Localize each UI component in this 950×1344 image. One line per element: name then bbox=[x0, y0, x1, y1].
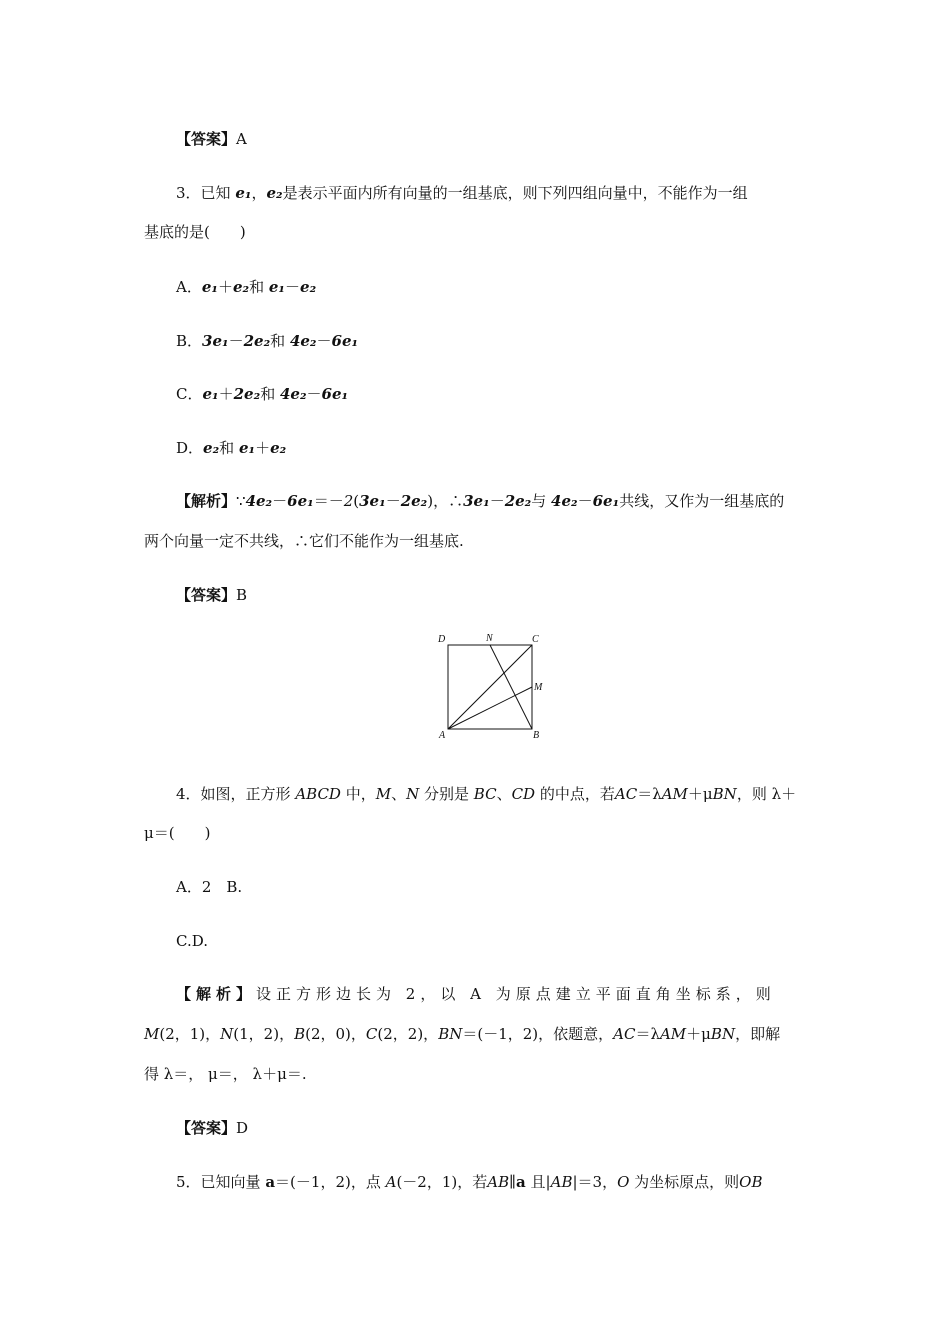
vector: e₁ bbox=[268, 278, 286, 296]
operator: ＋ bbox=[218, 385, 234, 403]
operator: ＋ bbox=[217, 278, 233, 296]
q4-text: 4．如图，正方形 bbox=[176, 785, 296, 803]
vector: 6e₁ bbox=[321, 385, 349, 403]
vector: e₁ bbox=[201, 278, 218, 296]
analysis-tag: 【解析】 bbox=[176, 492, 237, 510]
q4-options-ab: A．2 B. bbox=[176, 878, 243, 896]
q4-analysis-line3: 得 λ＝， μ＝， λ＋μ＝. bbox=[144, 1065, 307, 1083]
answer-value: A bbox=[236, 130, 247, 148]
connector: 和 bbox=[270, 332, 290, 350]
q3-option-c bbox=[176, 384, 348, 404]
analysis-text: ∵ bbox=[236, 492, 246, 510]
operator: － bbox=[306, 385, 322, 403]
q4-text: 中， bbox=[340, 785, 376, 803]
coefficient: 2 bbox=[343, 492, 354, 510]
vector: 3e₁ bbox=[202, 332, 229, 350]
vector-e1: e₁ bbox=[235, 184, 252, 202]
answer-value: B bbox=[236, 586, 248, 604]
math-var: N bbox=[220, 1025, 234, 1043]
q4-text: ＝λ bbox=[637, 785, 662, 803]
q3-text: 3．已知 bbox=[176, 184, 236, 202]
q4-analysis-line2 bbox=[144, 1024, 780, 1044]
q4-text: ，则 λ＋ bbox=[736, 785, 797, 803]
vector: 4e₂ bbox=[245, 492, 273, 510]
analysis-text: ，即解 bbox=[735, 1025, 781, 1043]
option-label: C． bbox=[176, 385, 203, 403]
vector: 2e₂ bbox=[504, 492, 532, 510]
math-var: N bbox=[406, 785, 420, 803]
label-n: N bbox=[486, 633, 493, 644]
math-var: B bbox=[294, 1025, 306, 1043]
vector: 4e₂ bbox=[551, 492, 578, 510]
q3-answer-line bbox=[176, 585, 247, 605]
math-var: BN bbox=[710, 1025, 736, 1043]
analysis-text: (2，1)， bbox=[159, 1025, 221, 1043]
q3-option-b bbox=[176, 331, 358, 351]
answer-tag: 【答案】 bbox=[176, 1119, 237, 1137]
label-m: M bbox=[534, 682, 543, 693]
q5-text: (－2，1)，若 bbox=[396, 1173, 488, 1191]
segment-bn bbox=[490, 645, 532, 729]
analysis-text: 设正方形边长为 2，以 A 为原点建立平面直角坐标系，则 bbox=[256, 985, 776, 1003]
vector: 4e₂ bbox=[289, 332, 317, 350]
q3-stem-line2: 基底的是( ) bbox=[144, 223, 246, 241]
q5-text: 为坐标原点，则 bbox=[629, 1173, 740, 1191]
q3-stem-line1 bbox=[176, 183, 748, 203]
analysis-text: ＝λ bbox=[635, 1025, 660, 1043]
math-var: AB bbox=[550, 1173, 573, 1191]
square-abcd-figure bbox=[432, 628, 552, 742]
math-var: O bbox=[617, 1173, 630, 1191]
operator: － bbox=[316, 332, 332, 350]
q5-text: |＝3， bbox=[572, 1173, 618, 1191]
q4-stem-line2: μ＝( ) bbox=[144, 824, 211, 842]
option-label: B． bbox=[176, 332, 203, 350]
vector-a: a bbox=[516, 1173, 526, 1191]
answer-line-prev bbox=[176, 129, 247, 149]
operator: － bbox=[272, 492, 288, 510]
math-var: M bbox=[144, 1025, 160, 1043]
q4-stem-line1 bbox=[176, 784, 796, 804]
answer-tag: 【答案】 bbox=[176, 586, 237, 604]
vector: 6e₁ bbox=[331, 332, 359, 350]
operator: － bbox=[577, 492, 593, 510]
option-label: A． bbox=[176, 278, 202, 296]
math-var: A bbox=[385, 1173, 397, 1191]
q5-text: 且| bbox=[525, 1173, 551, 1191]
analysis-text: ＋μ bbox=[686, 1025, 711, 1043]
vector: 2e₂ bbox=[243, 332, 271, 350]
math-var: AC bbox=[614, 785, 638, 803]
vector-e2: e₂ bbox=[266, 184, 283, 202]
operator: ＝－ bbox=[313, 492, 344, 510]
math-var: BN bbox=[438, 1025, 463, 1043]
analysis-text: 共线，又作为一组基底的 bbox=[619, 492, 785, 510]
q5-text: ＝(－1，2)，点 bbox=[275, 1173, 386, 1191]
vector: 6e₁ bbox=[592, 492, 620, 510]
segment-am bbox=[448, 687, 532, 729]
q3-text: 是表示平面内所有向量的一组基底，则下列四组向量中，不能作为一组 bbox=[282, 184, 748, 202]
analysis-text: (1，2)， bbox=[233, 1025, 295, 1043]
math-var: BN bbox=[712, 785, 737, 803]
math-var: OB bbox=[739, 1173, 763, 1191]
math-var: AM bbox=[659, 1025, 687, 1043]
vector: 4e₂ bbox=[279, 385, 307, 403]
q3-text: ， bbox=[251, 184, 267, 202]
vector: e₁ bbox=[238, 439, 256, 457]
vector: e₂ bbox=[232, 278, 250, 296]
operator: － bbox=[489, 492, 505, 510]
q4-text: 、 bbox=[391, 785, 407, 803]
q4-text: 、 bbox=[496, 785, 512, 803]
q4-analysis-line1 bbox=[176, 984, 776, 1004]
analysis-text: (2，0)， bbox=[305, 1025, 366, 1043]
q3-option-a bbox=[176, 277, 316, 297]
q5-text: 5．已知向量 bbox=[176, 1173, 266, 1191]
operator: － bbox=[228, 332, 244, 350]
q3-option-d bbox=[176, 438, 286, 458]
q4-text: 的中点，若 bbox=[535, 785, 615, 803]
q4-answer-line bbox=[176, 1118, 248, 1138]
math-var: BC bbox=[473, 785, 497, 803]
answer-value: D bbox=[236, 1119, 249, 1137]
math-var: M bbox=[375, 785, 392, 803]
label-c: C bbox=[532, 634, 539, 645]
math-var: ABCD bbox=[295, 785, 341, 803]
vector: e₂ bbox=[203, 439, 220, 457]
segment-ac bbox=[448, 645, 532, 729]
label-b: B bbox=[533, 730, 540, 741]
vector: 6e₁ bbox=[287, 492, 314, 510]
analysis-text: (2，2)， bbox=[377, 1025, 439, 1043]
q4-text: 分别是 bbox=[419, 785, 474, 803]
vector: e₂ bbox=[300, 278, 317, 296]
vector: 3e₁ bbox=[359, 492, 386, 510]
q5-stem-line1 bbox=[176, 1172, 763, 1192]
math-var: AC bbox=[613, 1025, 636, 1043]
connector: 和 bbox=[260, 385, 280, 403]
vector: e₂ bbox=[270, 439, 287, 457]
analysis-text: ＝(－1，2)，依题意， bbox=[462, 1025, 614, 1043]
operator: － bbox=[285, 278, 301, 296]
math-var: AB bbox=[487, 1173, 510, 1191]
q3-analysis-line1 bbox=[176, 491, 784, 511]
operator: － bbox=[385, 492, 401, 510]
vector: 2e₂ bbox=[400, 492, 428, 510]
operator: ＋ bbox=[255, 439, 271, 457]
math-var: CD bbox=[511, 785, 536, 803]
analysis-text: )，∴ bbox=[427, 492, 464, 510]
paren: ( bbox=[353, 492, 360, 510]
answer-tag: 【答案】 bbox=[176, 130, 237, 148]
vector: 3e₁ bbox=[463, 492, 490, 510]
vector: 2e₂ bbox=[233, 385, 261, 403]
analysis-tag: 【解析】 bbox=[176, 985, 257, 1003]
q4-text: ＋μ bbox=[687, 785, 713, 803]
math-var: AM bbox=[661, 785, 688, 803]
connector: 与 bbox=[531, 492, 552, 510]
connector: 和 bbox=[219, 439, 239, 457]
vector-a: a bbox=[265, 1173, 276, 1191]
connector: 和 bbox=[249, 278, 269, 296]
q5-text: ∥ bbox=[509, 1173, 517, 1191]
math-var: C bbox=[365, 1025, 378, 1043]
q3-analysis-line2: 两个向量一定不共线，∴它们不能作为一组基底. bbox=[144, 532, 464, 550]
label-d: D bbox=[438, 634, 446, 645]
option-label: D． bbox=[176, 439, 204, 457]
q4-options-cd: C.D. bbox=[176, 932, 208, 950]
vector: e₁ bbox=[202, 385, 219, 403]
label-a: A bbox=[439, 730, 446, 741]
